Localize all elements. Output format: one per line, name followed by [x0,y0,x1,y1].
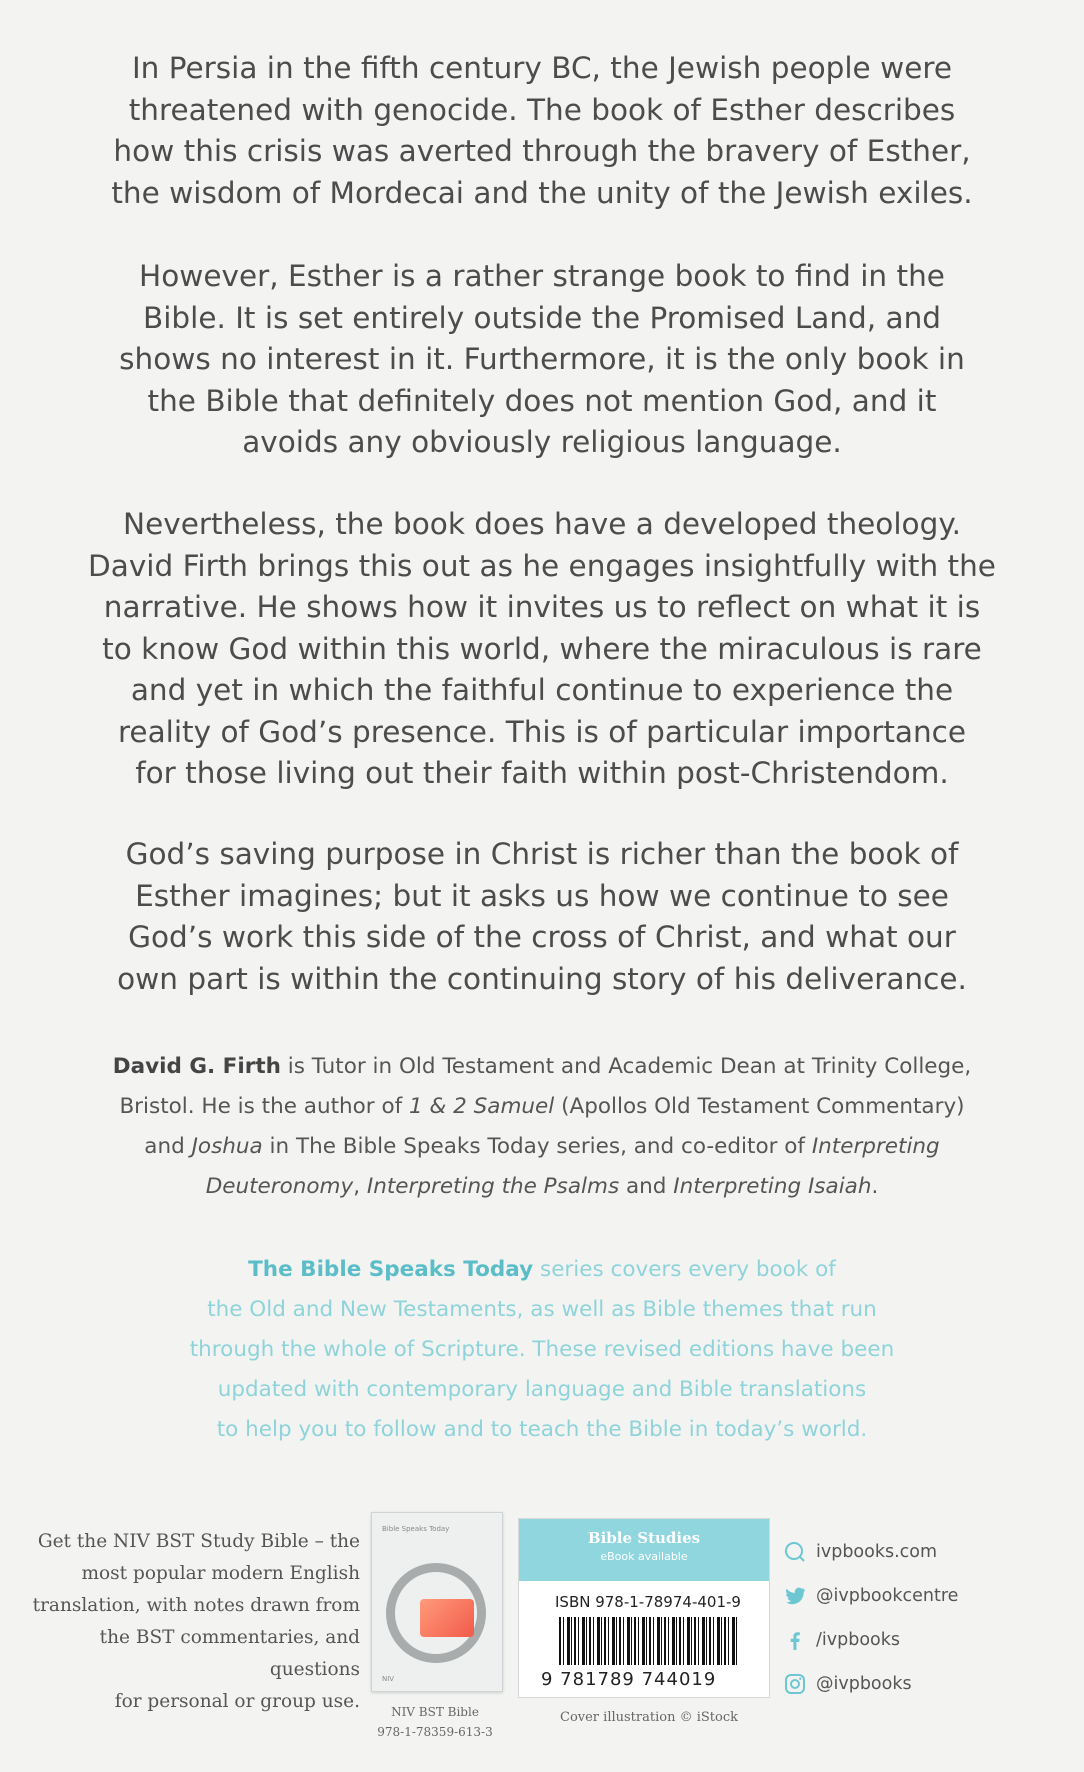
bible-studies-banner [519,1519,769,1581]
blurb-line: avoids any obviously religious language. [242,425,842,459]
cover-small-text: Bible Speaks Today [382,1525,450,1533]
blurb-line: God’s work this side of the cross of Christ, and what our [128,920,956,954]
isbn-text: ISBN 978-1-78974-401-9 [555,1593,741,1611]
blurb-paragraph-1 [60,48,1024,214]
series-text: through the whole of Scripture. These revised editions have been [189,1337,895,1362]
facebook-handle: /ivpbooks [816,1630,900,1650]
blurb-line: and yet in which the faithful continue to experience the [130,673,954,707]
cover-credit: Cover illustration © iStock [560,1710,738,1725]
blurb-line: threatened with genocide. The book of Esther describes [128,92,956,127]
website-link[interactable] [782,1530,958,1574]
blurb-line: However, Esther is a rather strange book to find in the [139,259,945,293]
bio-text: and [144,1134,192,1159]
blurb-line: reality of God’s presence. This is of particular importance [117,714,967,749]
bio-book-title: Interpreting [811,1134,940,1159]
series-name: The Bible Speaks Today [248,1257,534,1282]
bio-text: Bristol. He is the author of [119,1094,410,1119]
blurb-line: Nevertheless, the book does have a developed theology. [123,507,961,541]
blurb-line: to know God within this world, where the miraculous is rare [102,631,982,666]
blurb-line: God’s saving purpose in Christ is richer than the book of [125,837,959,871]
instagram-handle: @ivpbooks [816,1674,912,1694]
study-note-line: the BST commentaries, and questions [99,1627,360,1680]
author-name: David G. Firth [112,1054,281,1079]
cover-sunset-graphic [420,1599,474,1637]
bio-book-title: Joshua [191,1134,263,1159]
bio-book-title: Interpreting Isaiah [673,1174,872,1199]
series-text: the Old and New Testaments, as well as Bible themes that run [207,1297,877,1322]
search-icon [782,1539,808,1565]
blurb-line: In Persia in the fifth century BC, the Jewish people were [131,51,952,85]
social-links [782,1530,958,1706]
cover-small-text: NIV [382,1675,395,1683]
blurb-line: the wisdom of Mordecai and the unity of the Jewish exiles. [111,175,973,210]
blurb-line: Esther imagines; but it asks us how we continue to see [135,878,949,913]
study-note-line: most popular modern English [81,1563,360,1584]
study-bible-caption [360,1702,510,1742]
facebook-icon [782,1627,808,1653]
study-bible-isbn: 978-1-78359-613-3 [377,1725,493,1739]
twitter-link[interactable] [782,1574,958,1618]
barcode-graphic [559,1617,737,1665]
facebook-link[interactable] [782,1618,958,1662]
blurb-line: own part is within the continuing story of his deliverance. [117,961,967,996]
blurb-line: how this crisis was averted through the bravery of Esther, [113,134,971,168]
blurb-paragraph-3 [60,504,1024,795]
ean-number: 9 781789 744019 [541,1669,717,1690]
series-text: series covers every book of [533,1257,836,1282]
bio-book-title: Interpreting the Psalms [366,1174,620,1199]
blurb-line: shows no interest in it. Furthermore, it is the only book in [119,342,965,376]
bio-text: . [871,1174,879,1199]
bio-text: and [619,1174,674,1199]
twitter-icon [782,1583,808,1609]
study-bible-title: NIV BST Bible [391,1705,479,1719]
series-description [130,1250,954,1450]
bio-book-title: Deuteronomy [205,1174,354,1199]
study-note-line: for personal or group use. [114,1691,360,1712]
bio-text: is Tutor in Old Testament and Academic Dean at Trinity College, [280,1054,972,1079]
instagram-icon [782,1671,808,1697]
website-text: ivpbooks.com [816,1542,938,1562]
banner-subtitle: eBook available [600,1550,688,1563]
blurb-line: the Bible that definitely does not mention God, and it [147,383,937,418]
blurb-paragraph-4 [60,834,1024,1000]
bio-text: in The Bible Speaks Today series, and co-editor of [262,1134,812,1159]
study-bible-note [20,1526,360,1718]
banner-title: Bible Studies [587,1529,701,1547]
twitter-handle: @ivpbookcentre [816,1586,959,1606]
series-text: to help you to follow and to teach the Bible in today’s world. [216,1417,868,1442]
blurb-line: narrative. He shows how it invites us to reflect on what it is [103,590,981,624]
bio-book-title: 1 & 2 Samuel [409,1094,555,1119]
bio-text: (Apollos Old Testament Commentary) [554,1094,965,1119]
blurb-line: David Firth brings this out as he engages insightfully with the [88,548,996,583]
series-text: updated with contemporary language and Bible translations [217,1377,867,1402]
study-note-line: Get the NIV BST Study Bible – the [37,1531,360,1552]
blurb-paragraph-2 [60,256,1024,464]
blurb-line: Bible. It is set entirely outside the Promised Land, and [142,300,942,335]
barcode-panel [518,1518,770,1698]
instagram-link[interactable] [782,1662,958,1706]
blurb-line: for those living out their faith within post-Christendom. [135,756,949,790]
study-bible-cover-image [371,1512,503,1692]
author-bio [70,1047,1014,1207]
study-note-line: translation, with notes drawn from [32,1595,360,1616]
bio-text: , [353,1174,367,1199]
